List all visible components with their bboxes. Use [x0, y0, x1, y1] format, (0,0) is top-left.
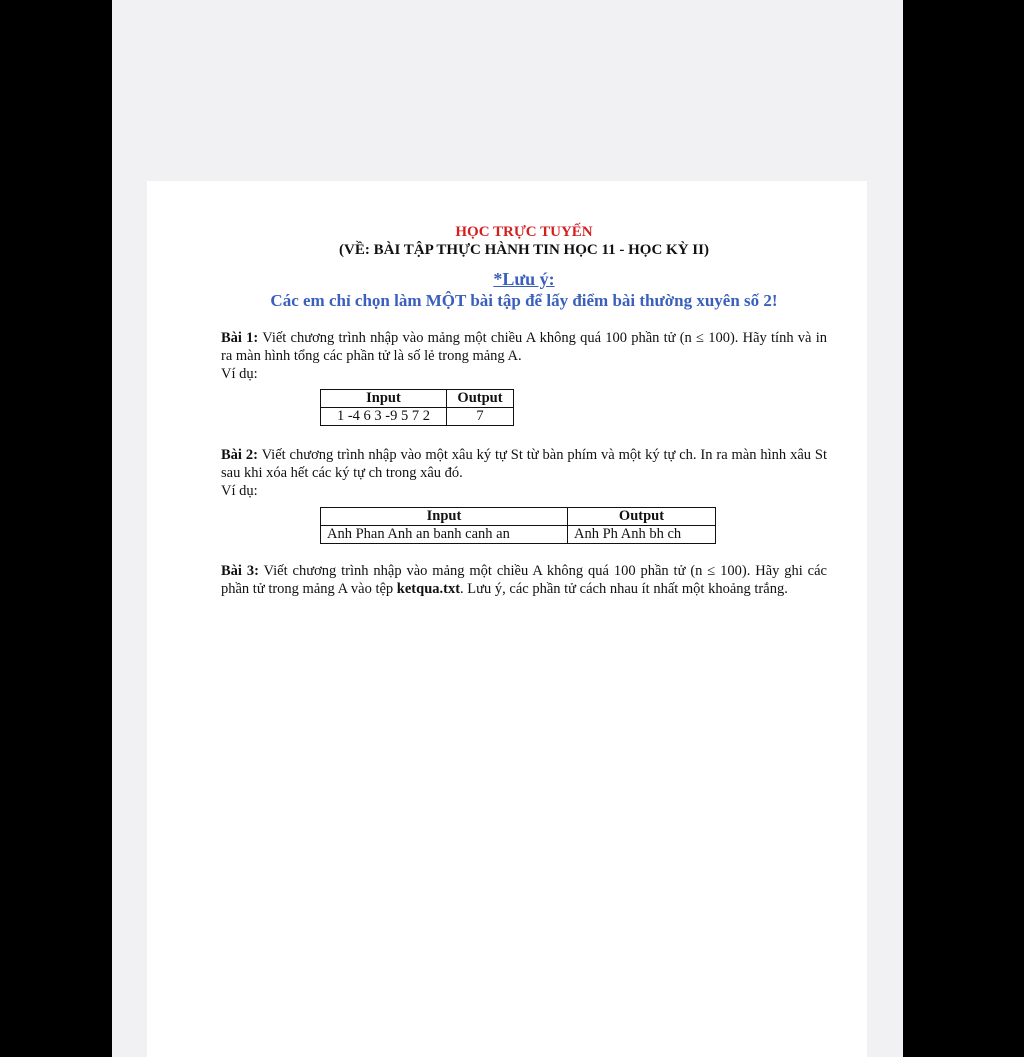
exercise-3-text-after: . Lưu ý, các phần tử cách nhau ít nhất một khoảng trắng.	[460, 581, 788, 597]
table-header-row	[321, 508, 716, 526]
exercise-2	[221, 446, 827, 482]
exercise-2-text: Viết chương trình nhập vào một xâu ký tự St từ bàn phím và một ký tự ch. In ra màn hình xâu St sau khi xóa hết các ký tự ch trong xâu đó.	[221, 447, 827, 481]
table-header-row	[321, 390, 514, 408]
exercise-3	[221, 562, 827, 598]
table-cell-output: Anh Ph Anh bh ch	[568, 526, 716, 544]
document-page	[147, 181, 867, 1057]
table-header-output: Output	[568, 508, 716, 526]
table-header-output: Output	[447, 390, 514, 408]
exercise-3-text-before: Viết chương trình nhập vào mảng một chiều A không quá 100 phần tử (n ≤ 100). Hãy ghi các phần tử trong mảng A vào tệp	[221, 563, 827, 597]
table-cell-output: 7	[447, 408, 514, 426]
table-header-input: Input	[321, 390, 447, 408]
exercise-3-filename: ketqua.txt	[396, 581, 461, 597]
table-row	[321, 526, 716, 544]
note-heading-text: *Lưu ý:	[493, 269, 555, 289]
table-row	[321, 408, 514, 426]
exercise-1-text: Viết chương trình nhập vào mảng một chiều A không quá 100 phần tử (n ≤ 100). Hãy tính và in ra màn hình tổng các phần tử là số lẻ trong mảng A.	[221, 330, 827, 364]
table-cell-input: Anh Phan Anh an banh canh an	[321, 526, 568, 544]
title-line-1: HỌC TRỰC TUYẾN	[455, 224, 593, 240]
table-header-input: Input	[321, 508, 568, 526]
exercise-1-label: Bài 1:	[221, 330, 259, 346]
note-text: Các em chỉ chọn làm MỘT bài tập để lấy điểm bài thường xuyên số 2!	[270, 291, 778, 310]
title-line-2: (VỀ: BÀI TẬP THỰC HÀNH TIN HỌC 11 - HỌC KỲ II)	[339, 242, 709, 258]
exercise-1-example-label: Ví dụ:	[221, 366, 258, 382]
exercise-2-label: Bài 2:	[221, 447, 258, 463]
note-heading	[221, 268, 827, 290]
exercise-1	[221, 329, 827, 365]
exercise-2-example-label: Ví dụ:	[221, 483, 258, 499]
page-content	[221, 223, 827, 598]
table-cell-input: 1 -4 6 3 -9 5 7 2	[321, 408, 447, 426]
exercise-3-label: Bài 3:	[221, 563, 259, 579]
exercise-1-example-table	[320, 389, 514, 426]
exercise-2-example-table	[320, 507, 716, 544]
